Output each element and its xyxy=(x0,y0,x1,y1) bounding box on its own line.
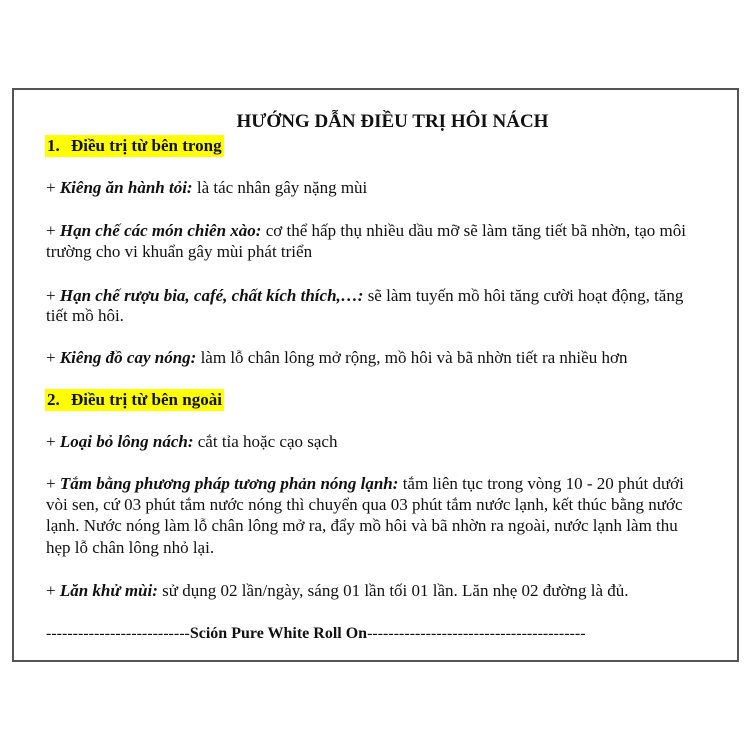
footer-dashes-right: ----------------------------------------- xyxy=(367,625,586,642)
footer-brand: Sción Pure White Roll On xyxy=(189,625,368,642)
list-item-deodorant-roll xyxy=(46,581,629,601)
item-lead: Lăn khử mùi: xyxy=(59,581,158,600)
item-text: cơ thể hấp thụ nhiều dầu mỡ sẽ làm tăng tiết bã nhờn, tạo môi xyxy=(265,221,686,240)
list-item-remove-armpit-hair xyxy=(46,432,337,452)
list-item-continuation: hẹp lỗ chân lông nhỏ lại. xyxy=(46,538,215,557)
item-lead: Loại bỏ lông nách: xyxy=(59,432,194,451)
list-item-continuation: lạnh. Nước nóng làm lỗ chân lông mở ra, đẩy mồ hôi và bã nhờn ra ngoài, nước lạnh làm thu xyxy=(46,516,678,535)
bullet-plus: + xyxy=(46,221,56,240)
list-item-continuation: tiết mồ hôi. xyxy=(46,306,124,325)
item-lead: Kiêng đồ cay nóng: xyxy=(59,348,197,367)
footer-dashes-left: --------------------------- xyxy=(46,625,190,642)
list-item-avoid-spicy-food xyxy=(46,348,627,368)
item-text: sử dụng 02 lần/ngày, sáng 01 lần tối 01 lần. Lăn nhẹ 02 đường là đủ. xyxy=(162,581,629,600)
list-item-continuation: vòi sen, cứ 03 phút tắm nước nóng thì chuyển qua 03 phút tắm nước lạnh, kết thúc bằng nước xyxy=(46,495,683,514)
list-item-limit-fried-food xyxy=(46,221,686,241)
document-frame xyxy=(12,88,739,662)
section-number: 1. xyxy=(47,136,60,155)
bullet-plus: + xyxy=(46,581,56,600)
section-number: 2. xyxy=(47,390,60,409)
item-text: cắt tỉa hoặc cạo sạch xyxy=(197,432,338,451)
bullet-plus: + xyxy=(46,432,56,451)
document-footer xyxy=(46,624,586,644)
list-item-avoid-onion-garlic xyxy=(46,178,367,198)
list-item-limit-alcohol-coffee xyxy=(46,286,683,306)
bullet-plus: + xyxy=(46,474,56,493)
document-title: HƯỚNG DẪN ĐIỀU TRỊ HÔI NÁCH xyxy=(236,111,549,132)
section-heading-text: Điều trị từ bên trong xyxy=(71,136,222,155)
item-lead: Hạn chế các món chiên xào: xyxy=(59,221,262,240)
section-heading-internal xyxy=(45,135,224,157)
list-item-continuation: trường cho vi khuẩn gây mùi phát triển xyxy=(46,242,313,261)
item-lead: Hạn chế rượu bia, café, chất kích thích,…: xyxy=(59,286,364,305)
bullet-plus: + xyxy=(46,286,56,305)
section-heading-text: Điều trị từ bên ngoài xyxy=(71,390,222,409)
item-lead: Tắm bằng phương pháp tương phản nóng lạnh: xyxy=(59,474,399,493)
item-text: tắm liên tục trong vòng 10 - 20 phút dưới xyxy=(402,474,684,493)
list-item-contrast-shower xyxy=(46,474,684,494)
item-text: làm lỗ chân lông mở rộng, mồ hôi và bã nhờn tiết ra nhiều hơn xyxy=(200,348,628,367)
bullet-plus: + xyxy=(46,178,56,197)
section-heading-external xyxy=(45,389,224,411)
item-text: là tác nhân gây nặng mùi xyxy=(196,178,368,197)
item-text: sẽ làm tuyến mồ hôi tăng cười hoạt động, tăng xyxy=(367,286,684,305)
bullet-plus: + xyxy=(46,348,56,367)
item-lead: Kiêng ăn hành tỏi: xyxy=(59,178,193,197)
